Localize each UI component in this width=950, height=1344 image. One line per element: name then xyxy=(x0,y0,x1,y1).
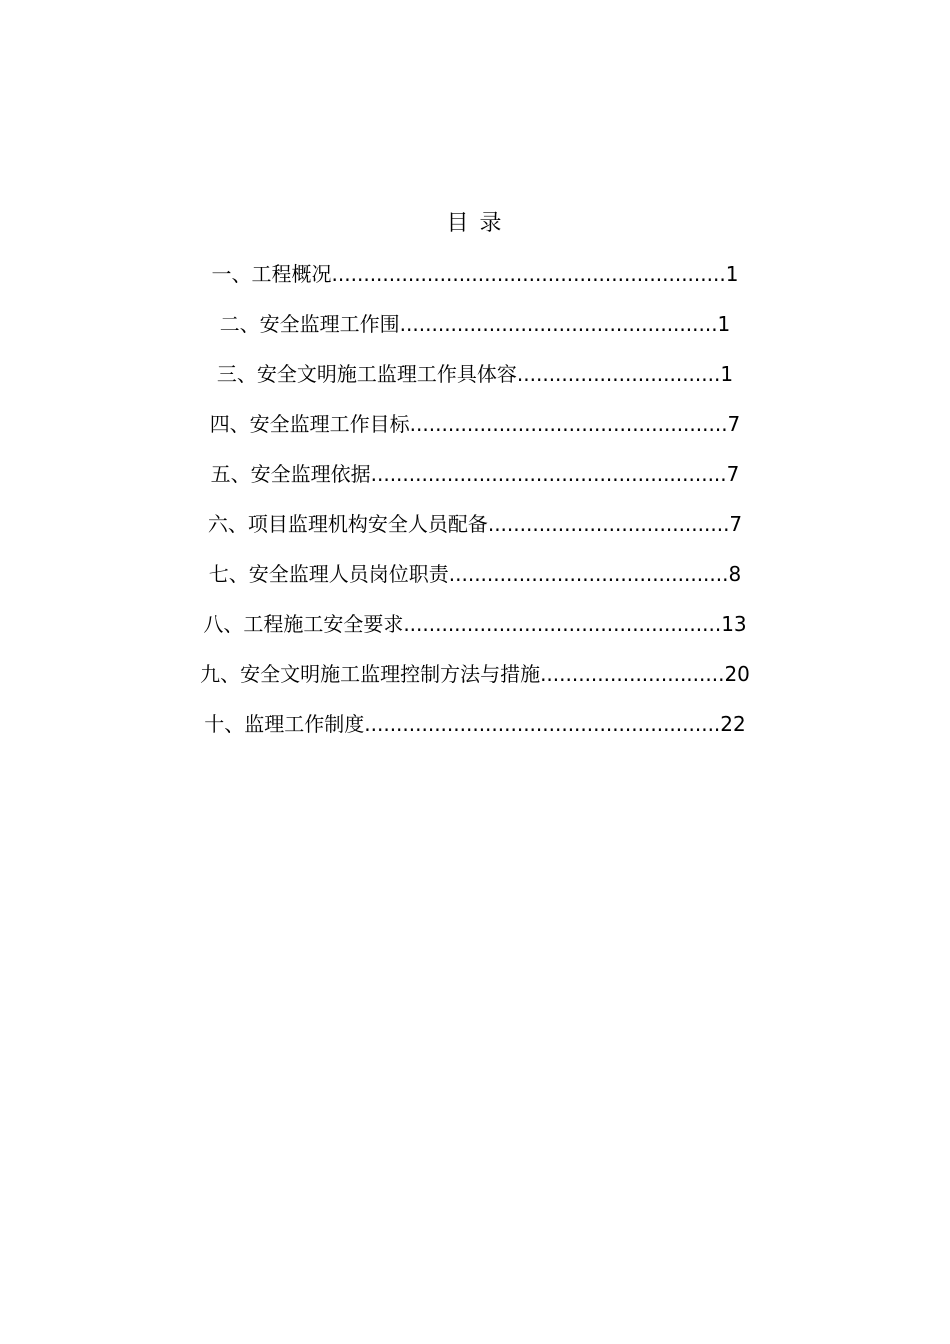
toc-entry[interactable] xyxy=(0,258,950,308)
toc-entry[interactable] xyxy=(0,408,950,458)
toc-entry-text[interactable]: 三、安全文明施工监理工作具体容................................1 xyxy=(216,362,734,386)
toc-entry-text[interactable]: 一、工程概况..............................................................1 xyxy=(211,262,739,286)
toc-entry-text[interactable]: 六、项目监理机构安全人员配备......................................7 xyxy=(207,512,743,536)
toc-entry[interactable] xyxy=(0,608,950,658)
toc-entry[interactable] xyxy=(0,658,950,708)
toc-entry-text[interactable]: 八、工程施工安全要求..................................................13 xyxy=(203,612,747,636)
toc-entry[interactable] xyxy=(0,508,950,558)
toc-entry[interactable] xyxy=(0,358,950,408)
toc-entry-text[interactable]: 二、安全监理工作围..................................................1 xyxy=(219,312,731,336)
toc-entry[interactable] xyxy=(0,458,950,508)
toc-entry-text[interactable]: 五、安全监理依据........................................................7 xyxy=(210,462,740,486)
toc-list xyxy=(0,258,950,758)
toc-entry-text[interactable]: 十、监理工作制度........................................................22 xyxy=(204,712,746,736)
toc-title: 目 录 xyxy=(446,211,504,236)
toc-entry-text[interactable]: 九、安全文明施工监理控制方法与措施.............................20 xyxy=(200,662,750,686)
toc-entry-text[interactable]: 七、安全监理人员岗位职责............................................8 xyxy=(208,562,742,586)
toc-entry[interactable] xyxy=(0,708,950,758)
toc-entry-text[interactable]: 四、安全监理工作目标..................................................7 xyxy=(209,412,741,436)
toc-entry[interactable] xyxy=(0,558,950,608)
toc-entry[interactable] xyxy=(0,308,950,358)
